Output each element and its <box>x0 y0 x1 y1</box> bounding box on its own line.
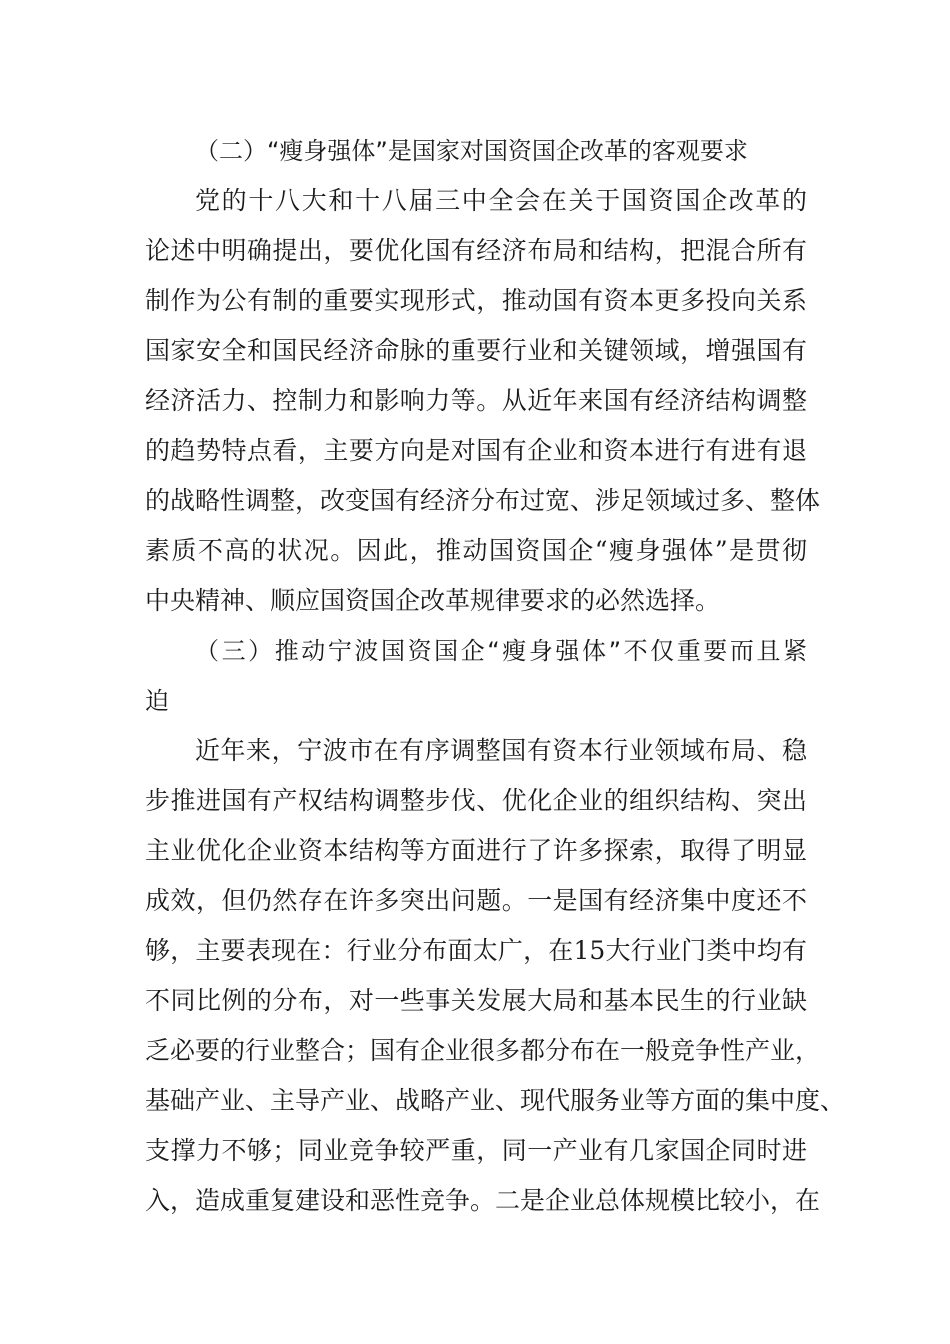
paragraph-line: 步推进国有产权结构调整步伐、优化企业的组织结构、突出 <box>145 786 807 815</box>
paragraph-line: 成效，但仍然存在许多突出问题。一是国有经济集中度还不 <box>145 886 807 915</box>
paragraph-line: 中央精神、顺应国资国企改革规律要求的必然选择。 <box>145 586 721 615</box>
paragraph-line: 基础产业、主导产业、战略产业、现代服务业等方面的集中度、 <box>145 1086 846 1115</box>
paragraph-line: 国家安全和国民经济命脉的重要行业和关键领域，增强国有 <box>145 336 807 365</box>
paragraph-line: 够，主要表现在：行业分布面太广，在15大行业门类中均有 <box>145 936 807 965</box>
paragraph-line: 支撑力不够；同业竞争较严重，同一产业有几家国企同时进 <box>145 1136 807 1165</box>
section-heading-3: （三）推动宁波国资国企“瘦身强体”不仅重要而且紧 <box>195 637 807 665</box>
section-heading-3-continued: 迫 <box>145 687 169 715</box>
section-heading-2: （二）“瘦身强体”是国家对国资国企改革的客观要求 <box>195 137 748 165</box>
paragraph-line: 主业优化企业资本结构等方面进行了许多探索，取得了明显 <box>145 836 807 865</box>
paragraph-line: 的战略性调整，改变国有经济分布过宽、涉足领域过多、整体 <box>145 486 821 515</box>
paragraph-line: 不同比例的分布，对一些事关发展大局和基本民生的行业缺 <box>145 986 807 1015</box>
paragraph-line: 乏必要的行业整合；国有企业很多都分布在一般竞争性产业， <box>145 1036 821 1065</box>
paragraph-line: 论述中明确提出，要优化国有经济布局和结构，把混合所有 <box>145 236 807 265</box>
paragraph-line: 入，造成重复建设和恶性竞争。二是企业总体规模比较小，在 <box>145 1186 821 1215</box>
paragraph-line: 党的十八大和十八届三中全会在关于国资国企改革的 <box>195 186 807 215</box>
paragraph-line: 经济活力、控制力和影响力等。从近年来国有经济结构调整 <box>145 386 807 415</box>
paragraph-line: 的趋势特点看，主要方向是对国有企业和资本进行有进有退 <box>145 436 807 465</box>
paragraph-line: 素质不高的状况。因此，推动国资国企“瘦身强体”是贯彻 <box>145 536 807 565</box>
paragraph-line: 近年来，宁波市在有序调整国有资本行业领域布局、稳 <box>195 736 807 765</box>
paragraph-line: 制作为公有制的重要实现形式，推动国有资本更多投向关系 <box>145 286 807 315</box>
